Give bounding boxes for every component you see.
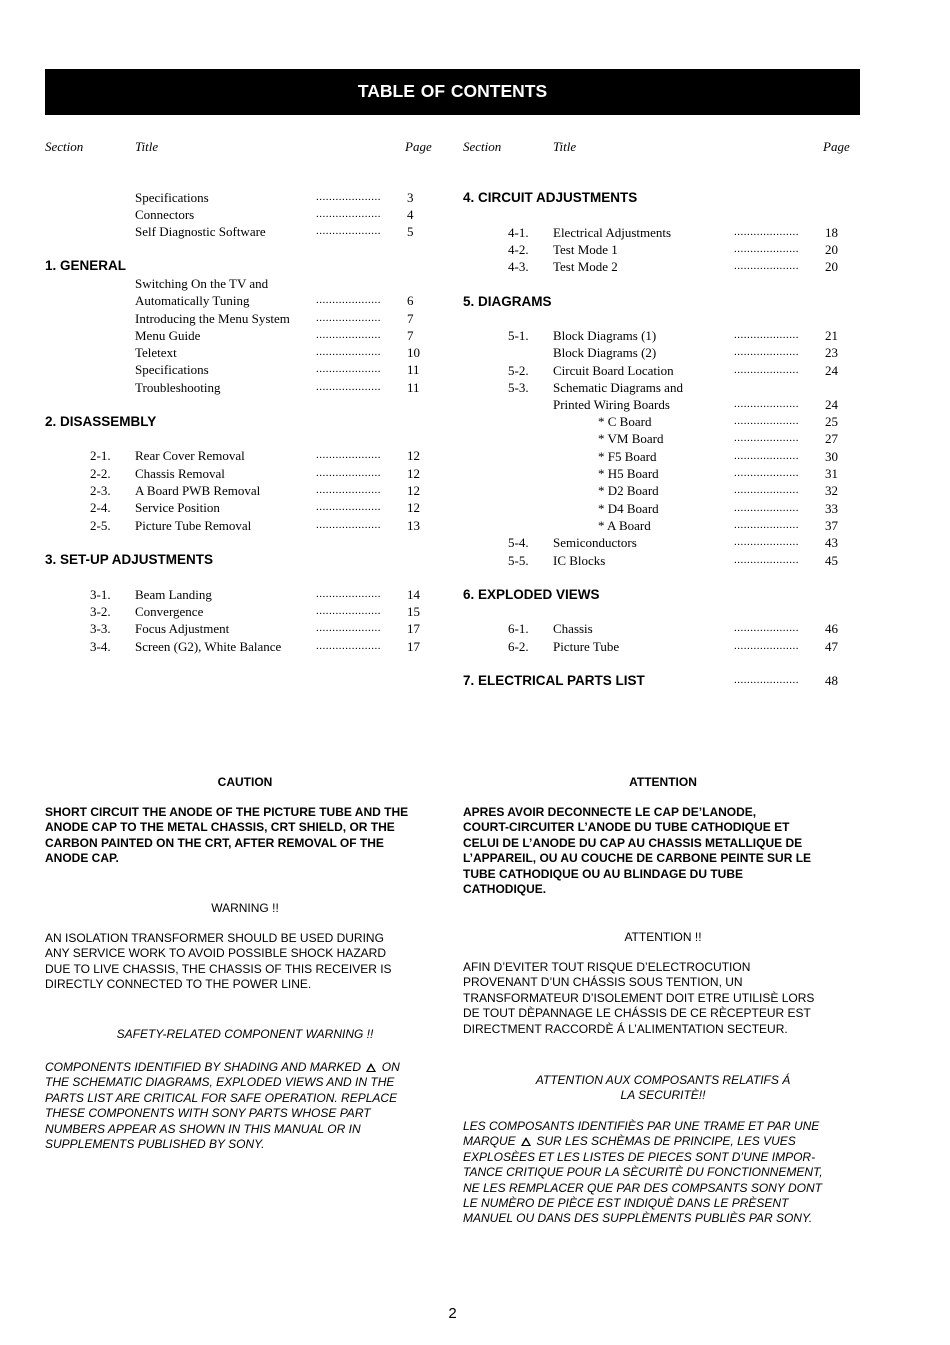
toc-entry (45, 482, 445, 499)
toc-section-title: 2. DISASSEMBLY (45, 414, 157, 429)
toc-entry (45, 292, 445, 309)
toc-entry-title: Picture Tube (553, 639, 620, 654)
attention-line: CATHODIQUE. (463, 882, 547, 897)
toc-page-number: 47 (825, 639, 838, 654)
toc-section-title: 1. GENERAL (45, 258, 127, 273)
toc-page-number: 11 (407, 362, 420, 377)
warning-text (45, 931, 445, 993)
warning-title: WARNING !! (211, 901, 279, 915)
toc-page-number: 17 (407, 621, 420, 636)
toc-entry-title: Chassis Removal (135, 466, 225, 481)
toc-dot-leader: .................... (316, 588, 381, 600)
toc-entry (463, 430, 863, 447)
composants-title-line: ATTENTION AUX COMPOSANTS RELATIFS Á (535, 1073, 791, 1087)
toc-dot-leader: .................... (316, 605, 381, 617)
toc-page-number: 32 (825, 483, 838, 498)
toc-entry (463, 552, 863, 569)
toc-page-number: 20 (825, 242, 838, 257)
toc-entry-title: Switching On the TV and (135, 276, 269, 291)
toc-entry-title: Test Mode 2 (553, 259, 618, 274)
col-header-section: Section (45, 139, 84, 154)
toc-page-number: 30 (825, 449, 838, 464)
attention-line: APRES AVOIR DECONNECTE LE CAP DE’LANODE, (463, 805, 757, 819)
toc-page-number: 46 (825, 621, 838, 636)
toc-page-number: 33 (825, 501, 838, 516)
toc-right-column (463, 0, 863, 720)
toc-section-heading (45, 257, 126, 274)
warning-line: DIRECTLY CONNECTED TO THE POWER LINE. (45, 977, 312, 992)
toc-entry-title: * D2 Board (598, 483, 659, 498)
toc-entry-title: Screen (G2), White Balance (135, 639, 282, 654)
toc-entry-title: * C Board (598, 414, 652, 429)
safety-line: PARTS LIST ARE CRITICAL FOR SAFE OPERATION. REPLACE (45, 1090, 398, 1105)
toc-entry-title: Introducing the Menu System (135, 311, 290, 326)
toc-page-number: 21 (825, 328, 838, 343)
safety-line: NUMBERS APPEAR AS SHOWN IN THIS MANUAL OR IN (45, 1121, 361, 1136)
toc-entry-title: Circuit Board Location (553, 363, 674, 378)
toc-dot-leader: .................... (316, 346, 381, 358)
toc-page-number: 17 (407, 639, 420, 654)
toc-entry (45, 499, 445, 516)
toc-entry (463, 224, 863, 241)
composants-line: LES COMPOSANTS IDENTIFIÈS PAR UNE TRAME ET PAR UNE (463, 1119, 820, 1133)
attention2-title: ATTENTION !! (624, 930, 702, 944)
toc-entry-title: Test Mode 1 (553, 242, 618, 257)
composants-line (463, 1134, 863, 1149)
attention2-line: AFIN D’EVITER TOUT RISQUE D’ELECTROCUTION (463, 960, 751, 974)
toc-entry (463, 465, 863, 482)
toc-entry-title: Semiconductors (553, 535, 637, 550)
composants-line: MANUEL OU DANS DES SUPPLÈMENTS PUBLIÈS PAR SONY. (463, 1211, 813, 1226)
attention2-line: DE TOUT DÈPANNAGE LE CHÁSSIS DE CE RÈCEPTEUR EST (463, 1006, 811, 1021)
toc-entry-title: Service Position (135, 500, 220, 515)
toc-entry-title: Chassis (553, 621, 593, 636)
toc-dot-leader: .................... (734, 502, 799, 514)
toc-page-number: 43 (825, 535, 838, 550)
toc-page-number: 7 (407, 311, 414, 326)
toc-left-column (45, 0, 445, 720)
toc-entry-number: 6-1. (508, 621, 529, 636)
caution-line: SHORT CIRCUIT THE ANODE OF THE PICTURE TUBE AND THE (45, 805, 409, 819)
toc-dot-leader: .................... (734, 364, 799, 376)
toc-entry-number: 2-4. (90, 500, 111, 515)
toc-page-number: 20 (825, 259, 838, 274)
toc-dot-leader: .................... (316, 449, 381, 461)
toc-entry (463, 327, 863, 344)
toc-entry-title: Focus Adjustment (135, 621, 230, 636)
toc-entry-number: 5-4. (508, 535, 529, 550)
caution-line: CARBON PAINTED ON THE CRT, AFTER REMOVAL OF THE (45, 835, 384, 850)
attention2-line: DIRECTMENT RACCORDÈ Á L’ALIMENTATION SECTEUR. (463, 1021, 788, 1036)
toc-dot-leader: .................... (316, 519, 381, 531)
toc-entry-title: Specifications (135, 190, 209, 205)
attention2-line: PROVENANT D’UN CHÁSSIS SOUS TENTION, UN (463, 975, 743, 990)
toc-entry (45, 327, 445, 344)
toc-entry (463, 500, 863, 517)
toc-entry (463, 241, 863, 258)
toc-dot-leader: .................... (316, 312, 381, 324)
toc-page-number: 7 (407, 328, 414, 343)
attention-title: ATTENTION (629, 775, 697, 789)
toc-page-number: 24 (825, 363, 838, 378)
toc-entry-title: A Board PWB Removal (135, 483, 261, 498)
toc-entry (45, 447, 445, 464)
toc-page-number: 24 (825, 397, 838, 412)
toc-dot-leader: .................... (734, 260, 799, 272)
safety-line: THE SCHEMATIC DIAGRAMS, EXPLODED VIEWS AND IN THE (45, 1075, 395, 1090)
toc-dot-leader: .................... (734, 467, 799, 479)
toc-page-number: 25 (825, 414, 838, 429)
safety-title: SAFETY-RELATED COMPONENT WARNING !! (116, 1027, 374, 1041)
toc-page-number: 23 (825, 345, 838, 360)
toc-section-heading (45, 551, 213, 568)
caution-title: CAUTION (217, 775, 273, 789)
toc-entry-number: 3-1. (90, 587, 111, 602)
toc-entry (45, 310, 445, 327)
attention-line: L’APPAREIL, OU AU COUCHE DE CARBONE PEINTE SUR LE (463, 851, 812, 866)
toc-entry (45, 603, 445, 620)
page-title: TABLE OF CONTENTS (357, 81, 548, 101)
toc-entry-title: Block Diagrams (2) (553, 345, 657, 360)
toc-entry-number: 4-3. (508, 259, 529, 274)
toc-entry-number: 2-3. (90, 483, 111, 498)
toc-entry-title: Beam Landing (135, 587, 212, 602)
toc-dot-leader: .................... (734, 450, 799, 462)
toc-page-number: 12 (407, 500, 420, 515)
toc-entry-title: Picture Tube Removal (135, 518, 252, 533)
toc-dot-leader: .................... (316, 622, 381, 634)
toc-section-heading (463, 293, 552, 310)
toc-dot-leader: .................... (316, 640, 381, 652)
toc-section-heading (463, 672, 838, 689)
toc-entry-number: 5-2. (508, 363, 529, 378)
attention2-line: TRANSFORMATEUR D’ISOLEMENT DOIT ETRE UTILISÈ LORS (463, 990, 815, 1005)
toc-page-number: 6 (407, 293, 414, 308)
toc-page-number: 27 (825, 431, 838, 446)
toc-entry (45, 620, 445, 637)
toc-entry (45, 379, 445, 396)
safety-line-start: COMPONENTS IDENTIFIED BY SHADING AND MARKED (45, 1060, 362, 1074)
toc-entry-title: Menu Guide (135, 328, 201, 343)
toc-entry (45, 517, 445, 534)
col-header-section: Section (463, 139, 502, 154)
toc-entry-title: * F5 Board (598, 449, 657, 464)
toc-page-number: 45 (825, 553, 838, 568)
toc-section-title: 3. SET-UP ADJUSTMENTS (45, 552, 214, 567)
toc-dot-leader: .................... (316, 294, 381, 306)
toc-page-number: 18 (825, 225, 838, 240)
toc-page-number: 12 (407, 448, 420, 463)
safety-line: SUPPLEMENTS PUBLISHED BY SONY. (45, 1137, 265, 1152)
composants-line-end: SUR LES SCHÈMAS DE PRINCIPE, LES VUES (536, 1134, 796, 1149)
warning-triangle-icon (521, 1137, 531, 1146)
composants-line-start: MARQUE (463, 1134, 516, 1149)
toc-entry-number: 5-5. (508, 553, 529, 568)
toc-entry (463, 482, 863, 499)
toc-entry-number: 4-1. (508, 225, 529, 240)
toc-entry-title: Block Diagrams (1) (553, 328, 657, 343)
col-header-page: Page (405, 139, 432, 154)
toc-entry-number: 3-4. (90, 639, 111, 654)
toc-entry (463, 379, 863, 396)
toc-section-heading (463, 189, 637, 206)
safety-line-end: ON (381, 1060, 400, 1074)
toc-dot-leader: .................... (734, 432, 799, 444)
toc-entry (45, 275, 445, 292)
toc-entry-number: 2-2. (90, 466, 111, 481)
toc-entry-number: 2-5. (90, 518, 111, 533)
toc-page-number: 13 (407, 518, 420, 533)
safety-text (45, 1060, 445, 1152)
toc-entry-title: * D4 Board (598, 501, 659, 516)
toc-entry-title: Electrical Adjustments (553, 225, 672, 240)
toc-entry-title: Self Diagnostic Software (135, 224, 266, 239)
composants-line: LE NUMÈRO DE PIÈCE EST INDIQUÈ DANS LE PRÈSENT (463, 1196, 789, 1211)
attention-line: COURT-CIRCUITER L’ANODE DU TUBE CATHODIQUE ET (463, 820, 790, 835)
toc-entry (463, 620, 863, 637)
composants-line: NE LES REMPLACER QUE PAR DES COMPSANTS SONY DONT (463, 1180, 822, 1195)
attention-line: TUBE CATHODIQUE OU AU BLINDAGE DU TUBE (463, 866, 743, 881)
toc-entry-title: Schematic Diagrams and (553, 380, 683, 395)
safety-line (45, 1060, 445, 1075)
toc-dot-leader: .................... (734, 243, 799, 255)
toc-entry-title: * VM Board (598, 431, 664, 446)
toc-page-number: 48 (825, 673, 838, 688)
toc-entry (463, 258, 863, 275)
toc-dot-leader: .................... (734, 484, 799, 496)
toc-section-heading (463, 586, 600, 603)
warning-line: ANY SERVICE WORK TO AVOID POSSIBLE SHOCK HAZARD (45, 946, 386, 961)
toc-entry-number: 3-2. (90, 604, 111, 619)
toc-entry-title: Teletext (135, 345, 177, 360)
composants-line: EXPLOSÈES ET LES LISTES DE PIECES SONT D’UNE IMPOR- (463, 1149, 816, 1164)
toc-page-number: 10 (407, 345, 420, 360)
toc-page-number: 15 (407, 604, 420, 619)
toc-entry-title: Connectors (135, 207, 195, 222)
caution-text (45, 805, 445, 867)
toc-dot-leader: .................... (734, 346, 799, 358)
toc-entry (45, 206, 445, 223)
toc-dot-leader: .................... (316, 381, 381, 393)
toc-entry-title: * H5 Board (598, 466, 659, 481)
attention2-text (463, 960, 863, 1037)
toc-dot-leader: .................... (316, 225, 381, 237)
toc-entry (45, 344, 445, 361)
toc-entry (45, 586, 445, 603)
toc-entry (463, 448, 863, 465)
toc-entry-title: Automatically Tuning (135, 293, 250, 308)
toc-dot-leader: .................... (316, 363, 381, 375)
warning-line: DUE TO LIVE CHASSIS, THE CHASSIS OF THIS RECEIVER IS (45, 961, 392, 976)
toc-entry (463, 344, 863, 361)
warning-triangle-icon (366, 1063, 376, 1072)
toc-dot-leader: .................... (734, 674, 799, 686)
toc-entry (463, 396, 863, 413)
toc-dot-leader: .................... (734, 519, 799, 531)
composants-text (463, 1119, 863, 1227)
toc-page-number: 12 (407, 483, 420, 498)
toc-dot-leader: .................... (734, 226, 799, 238)
toc-entry-number: 2-1. (90, 448, 111, 463)
toc-entry-title: Troubleshooting (135, 380, 221, 395)
toc-dot-leader: .................... (316, 484, 381, 496)
toc-dot-leader: .................... (734, 415, 799, 427)
toc-dot-leader: .................... (734, 398, 799, 410)
composants-line: TANCE CRITIQUE POUR LA SÈCURITÈ DU FONCTIONNEMENT, (463, 1165, 823, 1180)
col-header-title: Title (553, 139, 577, 154)
toc-entry (463, 362, 863, 379)
toc-entry (45, 189, 445, 206)
toc-section-heading (45, 413, 156, 430)
toc-entry (463, 534, 863, 551)
toc-entry-number: 4-2. (508, 242, 529, 257)
toc-dot-leader: .................... (316, 501, 381, 513)
composants-title-line: LA SECURITÈ!! (620, 1088, 706, 1103)
toc-section-title: 5. DIAGRAMS (463, 294, 552, 309)
toc-section-title: 4. CIRCUIT ADJUSTMENTS (463, 190, 638, 205)
toc-entry-title: Rear Cover Removal (135, 448, 245, 463)
toc-page-number: 14 (407, 587, 420, 602)
toc-entry (45, 223, 445, 240)
toc-entry (45, 465, 445, 482)
toc-entry-title: IC Blocks (553, 553, 606, 568)
attention-line: CELUI DE L’ANODE DU CAP AU CHASSIS METALLIQUE DE (463, 835, 803, 850)
warning-line: AN ISOLATION TRANSFORMER SHOULD BE USED DURING (45, 931, 384, 945)
toc-page-number: 4 (407, 207, 414, 222)
col-header-page: Page (823, 139, 850, 154)
toc-dot-leader: .................... (734, 536, 799, 548)
toc-page-number: 31 (825, 466, 838, 481)
toc-dot-leader: .................... (734, 554, 799, 566)
toc-entry (463, 517, 863, 534)
toc-dot-leader: .................... (316, 208, 381, 220)
caution-line: ANODE CAP. (45, 851, 119, 866)
toc-entry (45, 638, 445, 655)
toc-page-number: 37 (825, 518, 838, 533)
toc-entry-number: 5-3. (508, 380, 529, 395)
toc-section-title: 7. ELECTRICAL PARTS LIST (463, 673, 645, 688)
toc-entry-number: 5-1. (508, 328, 529, 343)
toc-dot-leader: .................... (734, 640, 799, 652)
toc-entry (463, 413, 863, 430)
toc-dot-leader: .................... (734, 622, 799, 634)
toc-entry-title: Printed Wiring Boards (553, 397, 670, 412)
toc-dot-leader: .................... (734, 329, 799, 341)
toc-dot-leader: .................... (316, 467, 381, 479)
toc-entry-title: * A Board (598, 518, 651, 533)
col-header-title: Title (135, 139, 159, 154)
toc-page-number: 11 (407, 380, 420, 395)
composants-title (463, 1073, 863, 1104)
toc-page-number: 3 (407, 190, 414, 205)
toc-dot-leader: .................... (316, 191, 381, 203)
toc-dot-leader: .................... (316, 329, 381, 341)
caution-line: ANODE CAP TO THE METAL CHASSIS, CRT SHIELD, OR THE (45, 820, 395, 835)
toc-page-number: 5 (407, 224, 414, 239)
toc-entry-title: Specifications (135, 362, 209, 377)
toc-entry-title: Convergence (135, 604, 204, 619)
toc-entry (45, 361, 445, 378)
toc-entry (463, 638, 863, 655)
attention-text (463, 805, 863, 897)
safety-line: THESE COMPONENTS WITH SONY PARTS WHOSE PART (45, 1106, 371, 1121)
page-number: 2 (448, 1305, 457, 1322)
toc-entry-number: 6-2. (508, 639, 529, 654)
toc-section-title: 6. EXPLODED VIEWS (463, 587, 600, 602)
toc-page-number: 12 (407, 466, 420, 481)
toc-entry-number: 3-3. (90, 621, 111, 636)
